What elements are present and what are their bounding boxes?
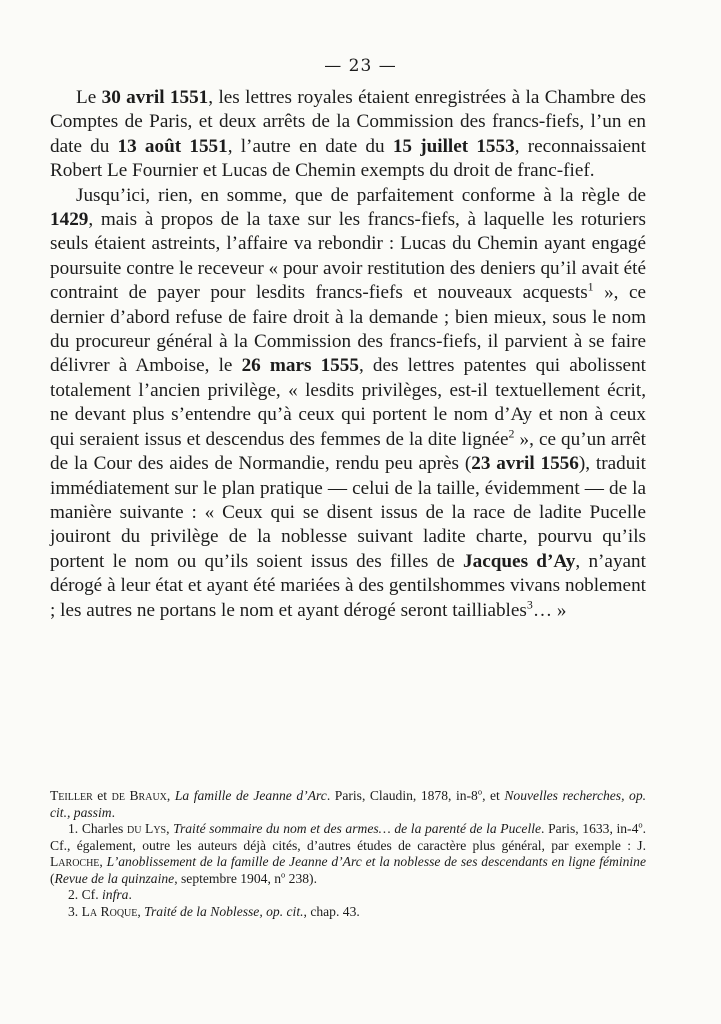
text-run: , n’ayant dérogé à leur état et ayant été mariées à des gentilshommes vivans noblement ; les autres ne portans le nom et ayant dérogé seront tailliables — [50, 550, 646, 621]
text-run: et — [92, 788, 112, 803]
main-text — [50, 86, 646, 623]
footnote-1 — [50, 821, 646, 887]
title-italic: infra — [102, 887, 129, 902]
title-italic: L’anoblissement de la famille de Jeanne d’Arc et la noblesse de ses descendants en ligne féminine — [106, 854, 647, 869]
date-emphasis: 23 avril 1556 — [471, 453, 579, 475]
text-run: , les lettres royales étaient enregistrées à la Chambre des Comptes de Paris, et deux arrêts de la Commission des francs-fiefs, l’un en date du — [50, 87, 646, 157]
text-run: … » — [532, 599, 567, 621]
date-emphasis: 1429 — [50, 209, 89, 231]
superscript: o — [477, 786, 483, 797]
title-italic: La famille de Jeanne d’Arc — [174, 788, 327, 803]
text-run: . — [111, 804, 115, 820]
title-italic: Traité de la Noblesse, op. cit. — [144, 903, 304, 919]
text-run: , chap. 43. — [303, 903, 360, 919]
author-name: Teiller — [50, 788, 93, 803]
footnote-3 — [50, 904, 646, 921]
text-run: , mais à propos de la taxe sur les francs-fiefs, à laquelle les roturiers seuls étaient astreints, l’affaire va rebondir : Lucas du Chemin ayant engagé poursuite contre le receveur « pour avoir restitution des deniers qu’il avait été contraint de payer pour lesdits francs-fiefs et nouveaux acquests — [50, 209, 646, 304]
footnote-number: 3. — [68, 903, 79, 919]
text-run: , et — [482, 788, 505, 803]
text-run: , — [166, 788, 175, 803]
paragraph-2 — [50, 184, 646, 623]
text-run: ), traduit immédiatement sur le plan pratique — celui de la taille, évidemment — de la manière suivante : « Ceux qui se disent issus de la race de ladite Pucelle jouiront du privilège de la noblesse suivant ladite charte, pourvu qu’ils portent le nom ou qu’ils soient issus des filles de — [50, 453, 646, 572]
author-name: du Lys — [126, 821, 167, 836]
footnote-2 — [50, 887, 646, 904]
footnote-continuation — [50, 788, 646, 821]
text-run: , — [166, 821, 174, 836]
text-run: , septembre 1904, n — [174, 870, 282, 886]
text-run: . Paris, Claudin, 1878, in-8 — [326, 788, 478, 803]
paragraph-1 — [50, 86, 646, 184]
text-run: , — [137, 903, 145, 919]
text-run: 238). — [285, 870, 317, 886]
text-run: Cf. — [78, 887, 102, 902]
title-italic: Revue de la quinzaine — [54, 870, 175, 886]
date-emphasis: 15 juillet 1553 — [392, 135, 515, 157]
superscript: o — [281, 868, 286, 879]
footnote-ref-3[interactable]: 3 — [526, 597, 533, 612]
text-run: Charles — [78, 821, 127, 836]
author-name: de Braux — [111, 788, 167, 803]
page-number: — 23 — — [324, 56, 397, 76]
name-emphasis: Jacques d’Ay — [463, 550, 576, 572]
text-run: . Cf., également, outre les auteurs déjà cités, d’autres études de caractère plus général, par exemple : J. — [50, 821, 647, 853]
title-italic: Nouvelles recherches, op. cit., passim — [50, 788, 647, 820]
text-run: . Paris, 1633, in-4 — [541, 821, 639, 836]
text-run: , l’autre en date du — [227, 135, 393, 157]
date-emphasis: 13 août 1551 — [117, 135, 228, 157]
superscript: o — [638, 819, 643, 830]
footnote-ref-2[interactable]: 2 — [508, 426, 515, 441]
author-name: La Roque — [81, 903, 138, 919]
text-run: , — [99, 854, 107, 869]
title-italic: Traité sommaire du nom et des armes… de la parenté de la Pucelle — [173, 821, 542, 836]
footnote-ref-1[interactable]: 1 — [587, 279, 594, 294]
text-run: ( — [50, 870, 55, 886]
text-run: . — [128, 887, 132, 902]
text-run: », ce dernier d’abord refuse de faire droit à la demande ; bien mieux, sous le nom du procureur général à la Commission des francs-fiefs, il parvient à se faire délivrer à Amboise, le — [50, 282, 646, 377]
text-run: , des lettres patentes qui abolissent totalement l’ancien privilège, « lesdits privilèges, est-il textuellement écrit, ne devant plus s’entendre qu’à ceux qui portent le nom d’Ay et non à ceux qui seraient issus et descendus des femmes de la dite lignée — [50, 355, 647, 450]
text-run: », ce qu’un arrêt de la Cour des aides de Normandie, rendu peu après ( — [50, 428, 646, 475]
date-emphasis: 30 avril 1551 — [101, 87, 209, 108]
date-emphasis: 26 mars 1555 — [241, 355, 359, 377]
footnote-number: 1. — [68, 821, 79, 836]
author-name: Laroche — [50, 854, 100, 869]
footnotes — [50, 788, 646, 920]
footnote-number: 2. — [68, 887, 79, 902]
text-run: Jusqu’ici, rien, en somme, que de parfaitement conforme à la règle de — [76, 184, 646, 206]
text-run: Le — [76, 87, 102, 108]
text-run: , reconnaissaient Robert Le Fournier et Lucas de Chemin exempts du droit de franc-fief. — [50, 135, 646, 182]
